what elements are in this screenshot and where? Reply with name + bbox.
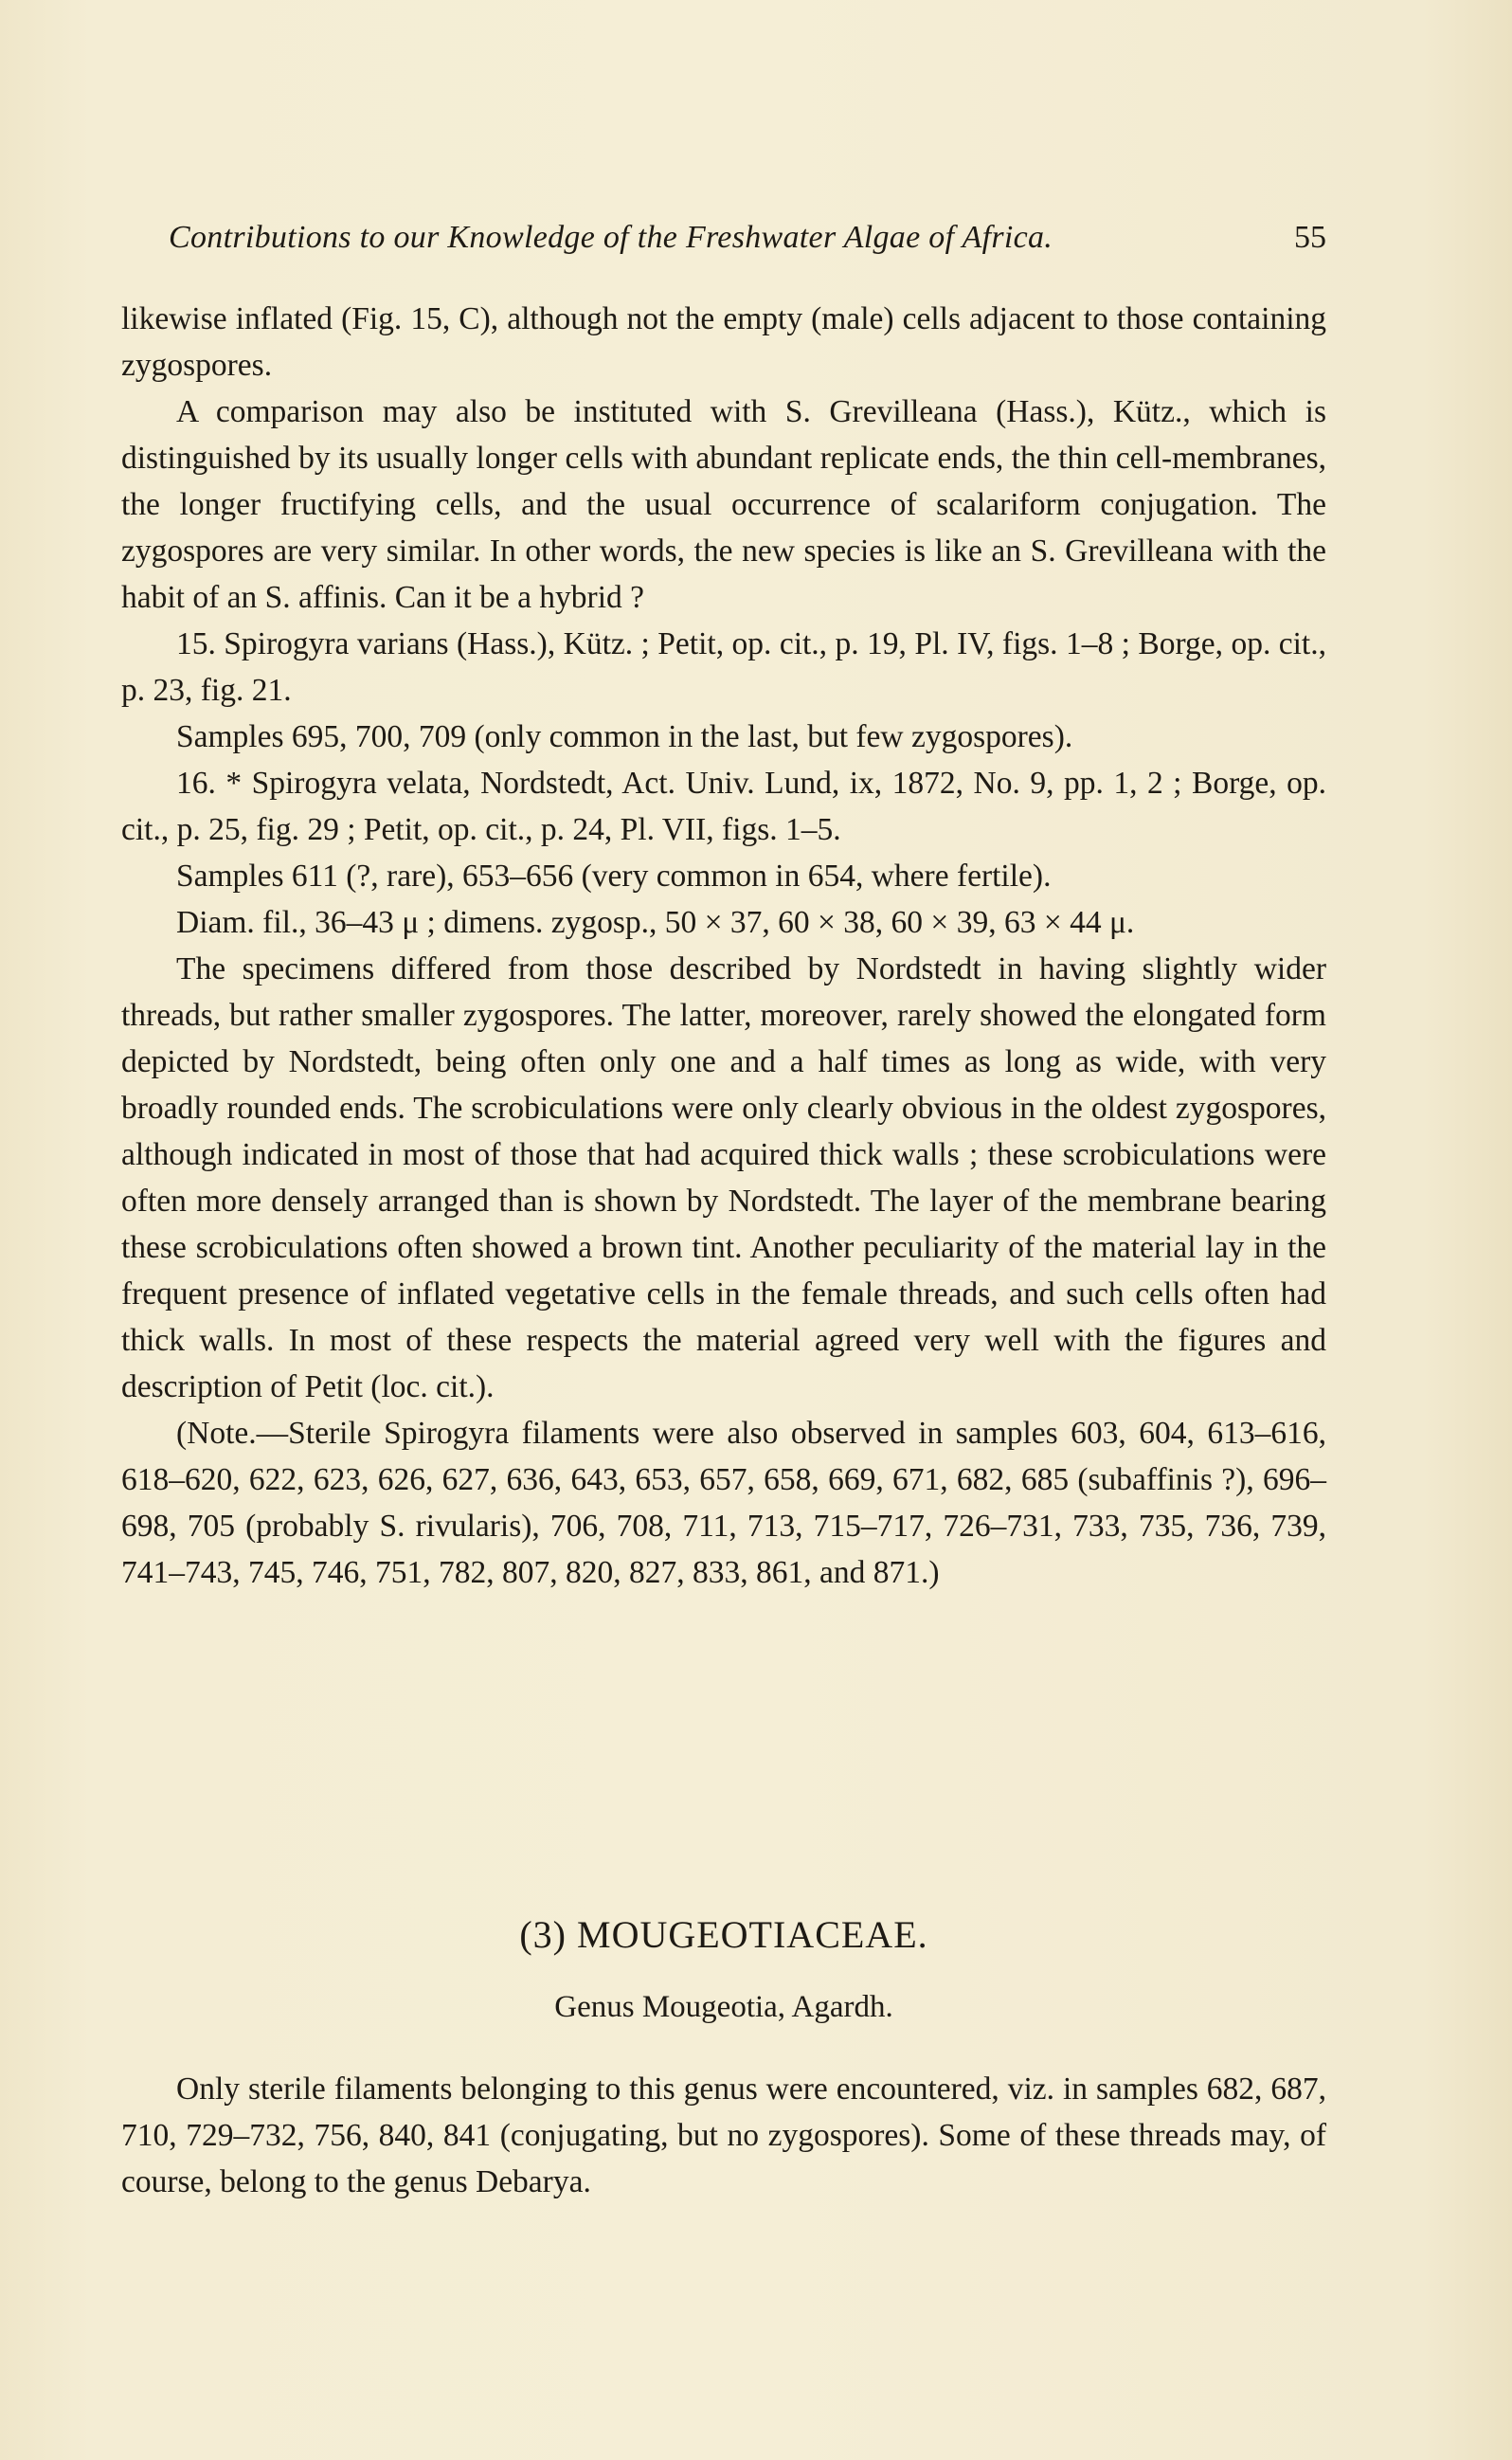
paragraph-comparison: A comparison may also be instituted with S. Grevilleana (Hass.), Kütz., which is distinguished by its usually longer cells with abundant replicate ends, the thin cell-membranes, the longer fructifying cells, and the usual occurrence of scalariform conjugation. The zygospores are very similar. In other words, the new species is like an S. Grevilleana with the habit of an S. affinis. Can it be a hybrid ?	[121, 394, 1326, 615]
paragraph-mougeotia: Only sterile filaments belonging to this genus were encountered, viz. in samples 682, 687, 710, 729–732, 756, 840, 841 (conjugating, but no zygospores). Some of these threads may, of course, belong to the genus Debarya.	[121, 2071, 1326, 2199]
species-entry-15: 15. Spirogyra varians (Hass.), Kütz. ; Petit, op. cit., p. 19, Pl. IV, figs. 1–8 ; Borge, op. cit., p. 23, fig. 21.	[121, 626, 1326, 708]
running-header	[169, 220, 1326, 267]
paragraph-specimens: The specimens differed from those described by Nordstedt in having slightly wider threads, but rather smaller zygospores. The latter, moreover, rarely showed the elongated form depicted by Nordstedt, being often only one and a half times as long as wide, with very broadly rounded ends. The scrobiculations were only clearly obvious in the oldest zygospores, although indicated in most of those that had acquired thick walls ; these scrobiculations were often more densely arranged than is shown by Nordstedt. The layer of the membrane bearing these scrobiculations often showed a brown tint. Another peculiarity of the material lay in the frequent presence of inflated vegetative cells in the female threads, and such cells often had thick walls. In most of these respects the material agreed very well with the figures and description of Petit (loc. cit.).	[121, 951, 1326, 1404]
closing-text	[121, 2066, 1326, 2205]
species-entry-16: 16. * Spirogyra velata, Nordstedt, Act. Univ. Lund, ix, 1872, No. 9, pp. 1, 2 ; Borge, op. cit., p. 25, fig. 29 ; Petit, op. cit., p. 24, Pl. VII, figs. 1–5.	[121, 766, 1326, 847]
genus-heading: Genus Mougeotia, Agardh.	[554, 1990, 893, 2024]
dimensions-entry-16: Diam. fil., 36–43 μ ; dimens. zygosp., 50 × 37, 60 × 38, 60 × 39, 63 × 44 μ.	[176, 905, 1135, 940]
samples-entry-15: Samples 695, 700, 709 (only common in the last, but few zygospores).	[176, 719, 1073, 754]
running-title: Contributions to our Knowledge of the Freshwater Algae of Africa.	[169, 220, 1053, 255]
paragraph-note: (Note.—Sterile Spirogyra filaments were also observed in samples 603, 604, 613–616, 618–620, 622, 623, 626, 627, 636, 643, 653, 657, 658, 669, 671, 682, 685 (subaffinis ?), 696–698, 705 (probably S. rivularis), 706, 708, 711, 713, 715–717, 726–731, 733, 735, 736, 739, 741–743, 745, 746, 751, 782, 807, 820, 827, 833, 861, and 871.)	[121, 1416, 1326, 1590]
paragraph-continuation: likewise inflated (Fig. 15, C), although not the empty (male) cells adjacent to those containing zygospores.	[121, 301, 1326, 383]
page-number: 55	[1294, 220, 1326, 255]
section-heading: (3) MOUGEOTIACEAE.	[519, 1913, 928, 1956]
samples-entry-16: Samples 611 (?, rare), 653–656 (very common in 654, where fertile).	[176, 859, 1052, 894]
main-text	[121, 296, 1326, 1596]
